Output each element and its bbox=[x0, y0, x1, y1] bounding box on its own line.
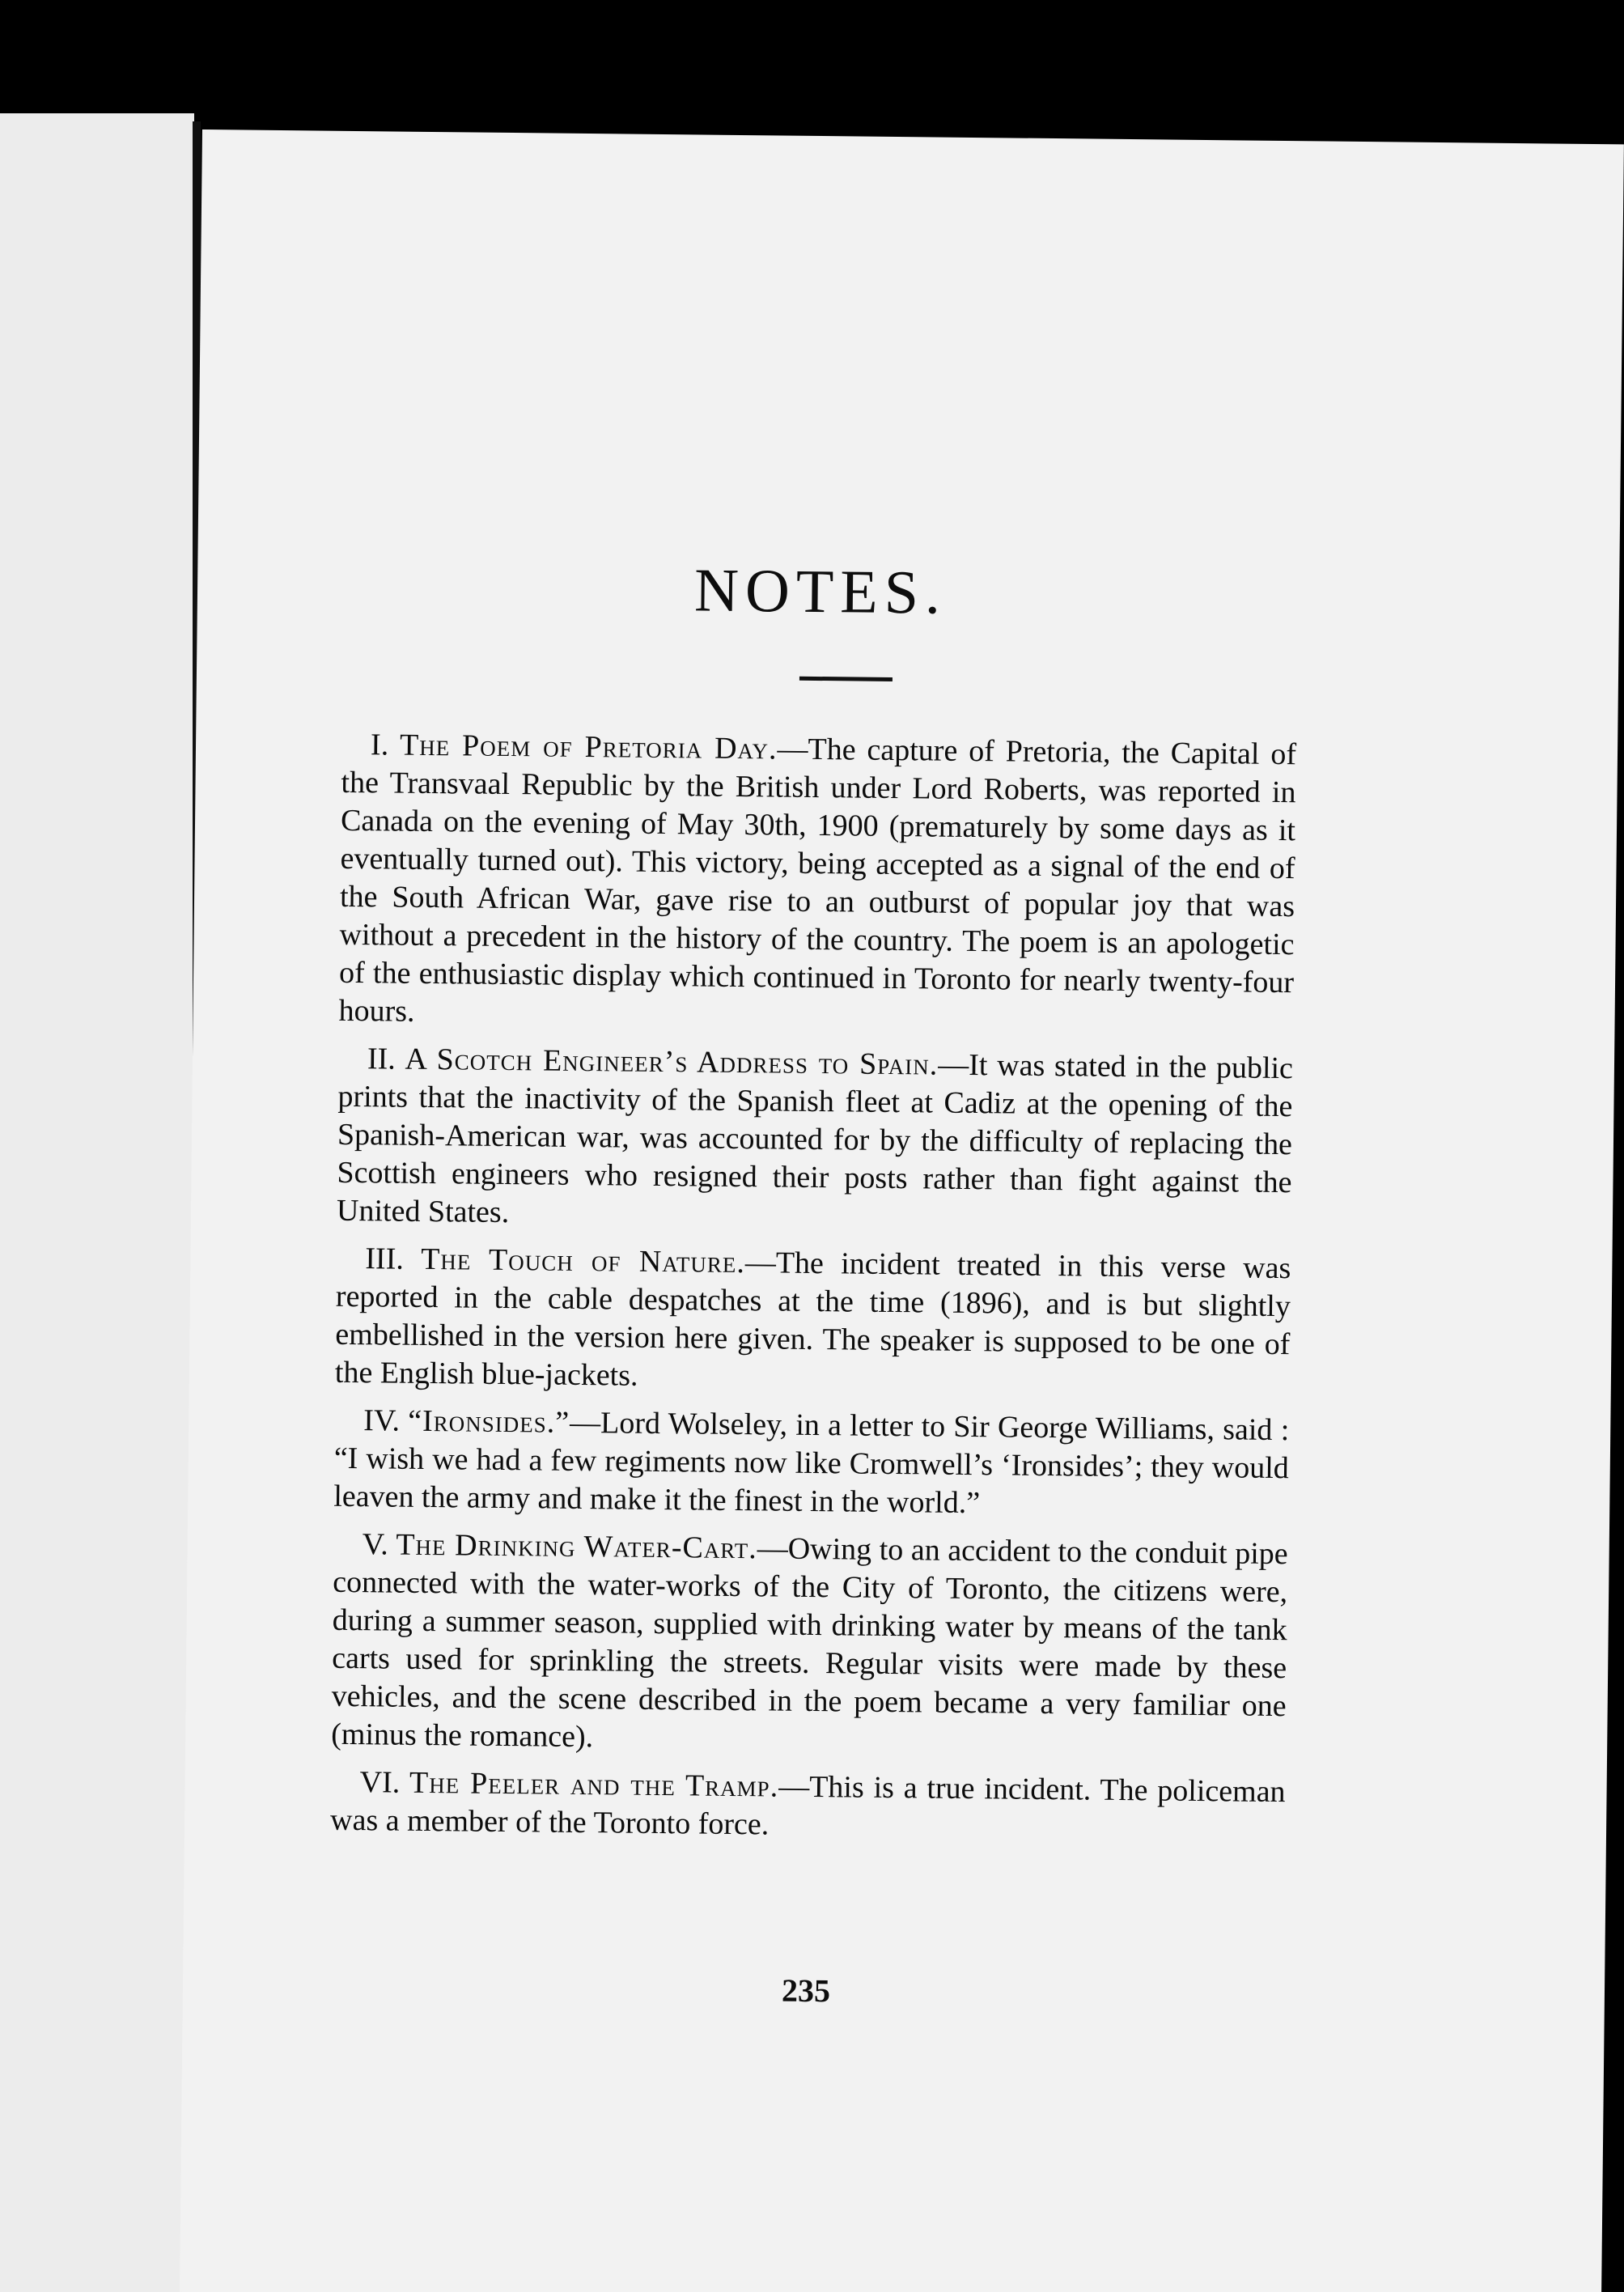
note-heading: A Scotch Engineer’s Address to Spain. bbox=[405, 1042, 939, 1082]
note-4 bbox=[333, 1402, 1289, 1526]
note-body: —The incident treated in this verse was reported in the cable despatches at the time (1896), and is but slightly embellished in the version here given. The speaker is supposed to be one of the English blue-jackets. bbox=[334, 1246, 1291, 1393]
note-body: —This is a true incident. The policeman was a member of the Toronto force. bbox=[329, 1769, 1286, 1842]
note-numeral: IV. bbox=[363, 1403, 401, 1438]
note-numeral: I. bbox=[370, 728, 389, 762]
note-body: —It was stated in the public prints that the inactivity of the Spanish fleet at Cadiz at the opening of the Spanish-American war, was accounted for by the difficulty of replacing the Scottish engineers who resigned their posts rather than fight against the United States. bbox=[336, 1047, 1294, 1230]
note-heading: The Poem of Pretoria Day. bbox=[399, 728, 778, 766]
notes-list bbox=[330, 726, 1296, 1859]
page-content bbox=[326, 131, 1384, 2246]
note-body: —Owing to an accident to the conduit pipe connected with the water-works of the City of Toronto, the citizens were, during a summer season, supplied with drinking water by means of the tank carts used for sprinkling the streets. Regular visits were made by these vehicles, and the scene described in the poem became a very familiar one (minus the romance). bbox=[331, 1531, 1288, 1755]
note-numeral: VI. bbox=[359, 1765, 401, 1800]
note-body: —The capture of Pretoria, the Capital of the Transvaal Republic by the British under Lord Roberts, was reported in Canada on the evening of May 30th, 1900 (prematurely by some days as it eventually turned out). This victory, being accepted as a signal of the end of the South African War, gave rise to an outburst of popular joy that was without a precedent in the history of the country. The poem is an apologetic of the enthusiastic display which continued in Toronto for nearly twenty-four hours. bbox=[338, 732, 1297, 1029]
note-numeral: III. bbox=[365, 1242, 405, 1276]
note-6 bbox=[330, 1764, 1286, 1849]
note-heading: The Drinking Water-Cart. bbox=[396, 1527, 757, 1566]
note-5 bbox=[331, 1526, 1288, 1764]
note-body: —Lord Wolseley, in a letter to Sir George Williams, said : “I wish we had a few regiments now like Cromwell’s ‘Ironsides’; they would leaven the army and make it the finest in the world.” bbox=[333, 1405, 1290, 1521]
note-heading: The Touch of Nature. bbox=[420, 1242, 746, 1280]
note-1 bbox=[338, 726, 1296, 1040]
title-rule bbox=[799, 677, 893, 681]
page-title: NOTES. bbox=[693, 556, 948, 627]
page-number: 235 bbox=[781, 1972, 831, 2010]
note-2 bbox=[337, 1040, 1293, 1240]
facing-page-edge bbox=[0, 113, 194, 2292]
note-3 bbox=[335, 1240, 1291, 1402]
note-heading: “Ironsides.” bbox=[408, 1403, 570, 1440]
note-heading: The Peeler and the Tramp. bbox=[409, 1765, 779, 1804]
note-numeral: V. bbox=[362, 1527, 388, 1562]
book-page bbox=[180, 129, 1624, 2292]
note-numeral: II. bbox=[367, 1042, 396, 1076]
